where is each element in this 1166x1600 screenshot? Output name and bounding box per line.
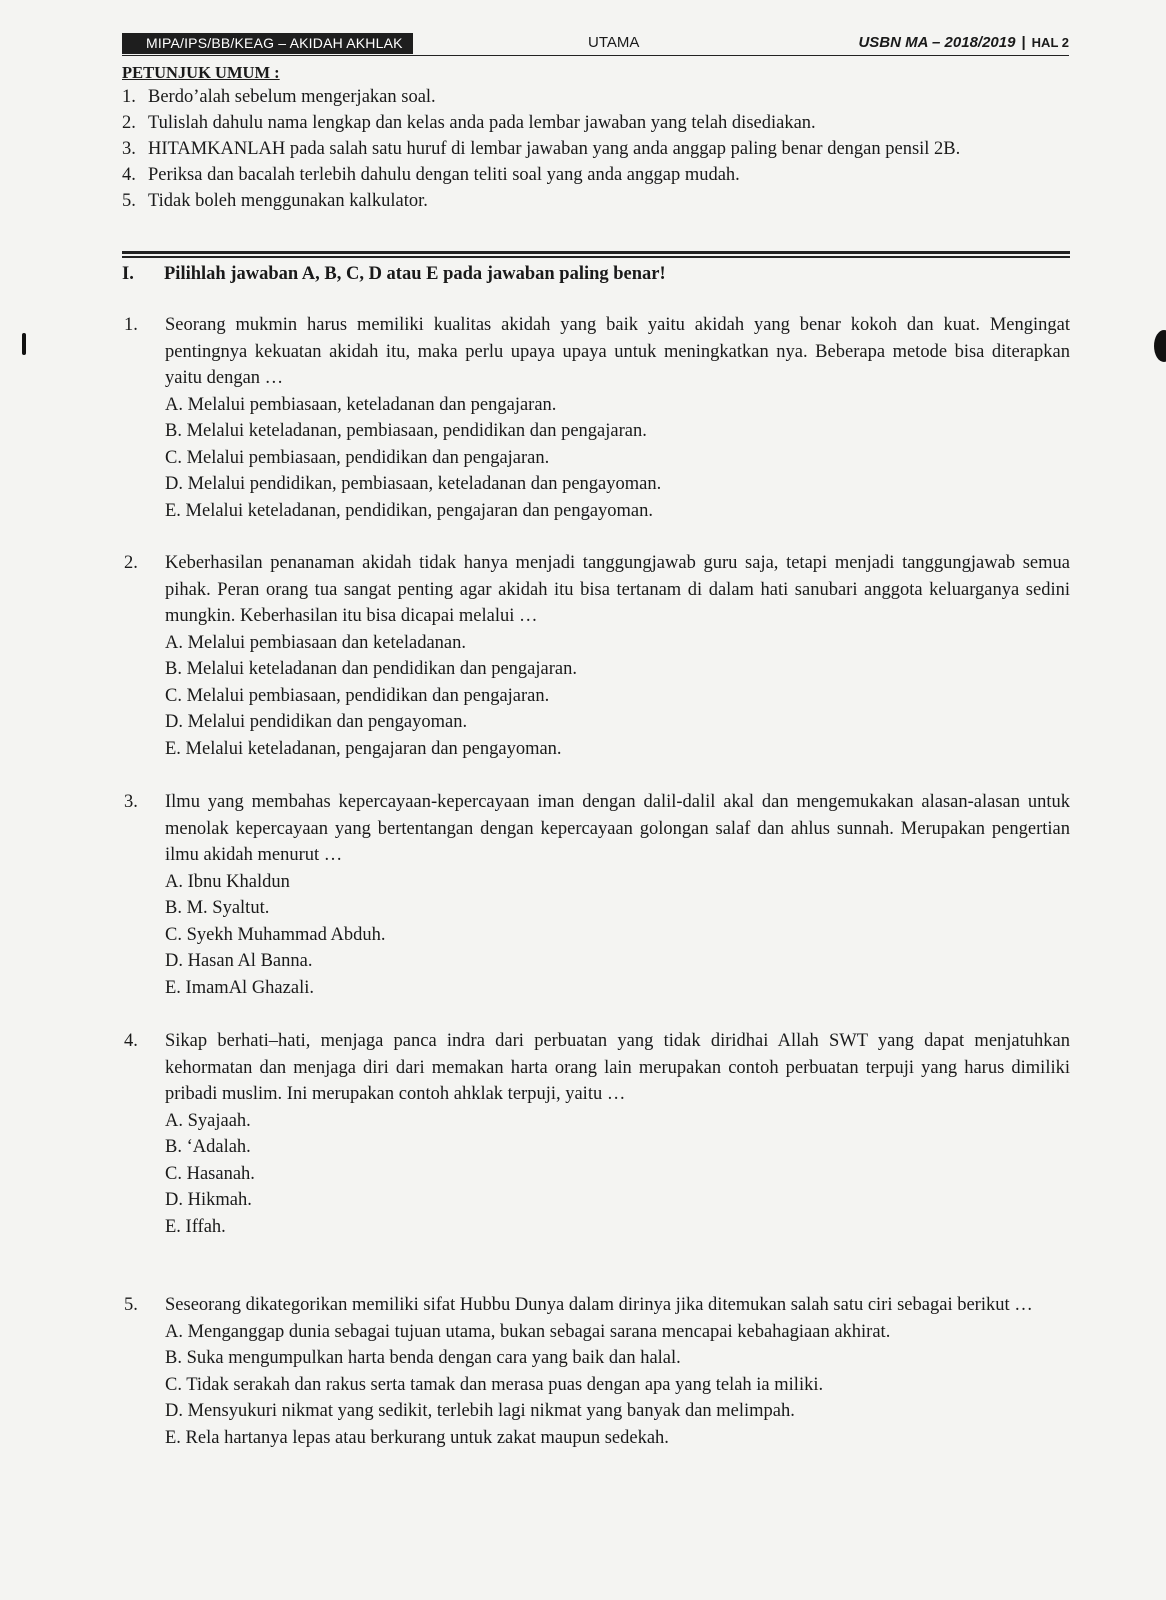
option-a: A. Melalui pembiasaan, keteladanan dan pengajaran. xyxy=(165,394,557,415)
option-b: B. ‘Adalah. xyxy=(165,1137,251,1157)
answer-options xyxy=(165,1319,1070,1452)
instruction-number: 2. xyxy=(122,113,136,133)
section-title: Pilihlah jawaban A, B, C, D atau E pada jawaban paling benar! xyxy=(164,264,666,284)
instruction-text: Tidak boleh menggunakan kalkulator. xyxy=(148,191,428,211)
header-rule xyxy=(122,55,1069,56)
instruction-text: Periksa dan bacalah terlebih dahulu dengan teliti soal yang anda anggap mudah. xyxy=(148,165,740,185)
option-d: D. Mensyukuri nikmat yang sedikit, terlebih lagi nikmat yang banyak dan melimpah. xyxy=(165,1401,795,1421)
instruction-text: Berdo’alah sebelum mengerjakan soal. xyxy=(148,87,436,107)
question-stem: Keberhasilan penanaman akidah tidak hanya menjadi tanggungjawab guru saja, tetapi menjadi tanggungjawab semua pihak. Peran orang tua sangat penting agar akidah itu bisa tertanam di dalam hati sanubari anggota keluarganya sedini mungkin. Keberhasilan itu bisa dicapai melalui … xyxy=(165,553,1070,626)
option-e: E. Rela hartanya lepas atau berkurang untuk zakat maupun sedekah. xyxy=(165,1427,669,1448)
instruction-item xyxy=(122,162,1070,188)
option-d: D. Melalui pendidikan, pembiasaan, keteladanan dan pengayoman. xyxy=(165,474,662,494)
exam-title: USBN MA – 2018/2019 xyxy=(858,34,1016,51)
option-d: D. Hikmah. xyxy=(165,1190,252,1210)
question-2 xyxy=(122,550,1070,762)
question-number: 3. xyxy=(124,792,138,812)
option-c: C. Melalui pembiasaan, pendidikan dan pengajaran. xyxy=(165,685,550,706)
question-stem: Sikap berhati–hati, menjaga panca indra dari perbuatan yang tidak diridhai Allah SWT yang dapat menjatuhkan kehormatan dan menjaga diri dari memakan harta orang lain merupakan contoh perbuatan terpuji yang harus dimiliki pribadi muslim. Ini merupakan contoh ahklak terpuji, yaitu … xyxy=(165,1031,1070,1104)
option-b: B. Melalui keteladanan, pembiasaan, pendidikan dan pengajaran. xyxy=(165,421,647,441)
option-c: C. Hasanah. xyxy=(165,1163,255,1184)
question-stem: Ilmu yang membahas kepercayaan-kepercayaan iman dengan dalil-dalil akal dan mengemukakan alasan-alasan untuk menolak kepercayaan yang bertentangan dengan kepercayaan golongan salaf dan ahlus sunnah. Merupakan pengertian ilmu akidah menurut … xyxy=(165,792,1070,865)
instruction-number: 1. xyxy=(122,87,136,107)
subject-badge: MIPA/IPS/BB/KEAG – AKIDAH AKHLAK xyxy=(122,33,413,54)
question-number: 4. xyxy=(124,1031,138,1051)
option-b: B. Suka mengumpulkan harta benda dengan cara yang baik dan halal. xyxy=(165,1348,681,1368)
question-stem: Seorang mukmin harus memiliki kualitas akidah yang baik yaitu akidah yang benar kokoh dan kuat. Mengingat pentingnya kekuatan akidah itu, maka perlu upaya upaya untuk meningkatkan nya. Beberapa metode bisa diterapkan yaitu dengan … xyxy=(165,315,1070,388)
instruction-number: 5. xyxy=(122,191,136,211)
exam-type: UTAMA xyxy=(588,34,640,51)
scan-edge-mark xyxy=(22,333,26,355)
answer-options xyxy=(165,392,1070,525)
instruction-item xyxy=(122,84,1070,110)
instruction-number: 4. xyxy=(122,165,136,185)
section-heading xyxy=(122,262,666,286)
section-divider xyxy=(122,251,1070,258)
general-instructions xyxy=(122,62,1070,214)
question-1 xyxy=(122,312,1070,524)
option-a: A. Syajaah. xyxy=(165,1110,251,1131)
instruction-text: HITAMKANLAH pada salah satu huruf di lembar jawaban yang anda anggap paling benar dengan pensil 2B. xyxy=(148,139,961,159)
option-c: C. Syekh Muhammad Abduh. xyxy=(165,924,386,945)
instruction-item xyxy=(122,110,1070,136)
option-c: C. Tidak serakah dan rakus serta tamak dan merasa puas dengan apa yang telah ia miliki. xyxy=(165,1374,824,1395)
option-e: E. Melalui keteladanan, pendidikan, pengajaran dan pengayoman. xyxy=(165,500,654,521)
question-3 xyxy=(122,789,1070,1001)
option-e: E. Melalui keteladanan, pengajaran dan pengayoman. xyxy=(165,738,562,759)
question-5 xyxy=(122,1292,1070,1451)
option-d: D. Melalui pendidikan dan pengayoman. xyxy=(165,712,468,732)
option-b: B. M. Syaltut. xyxy=(165,898,270,918)
option-e: E. ImamAl Ghazali. xyxy=(165,977,314,998)
page-header xyxy=(122,33,1069,55)
question-number: 2. xyxy=(124,553,138,573)
option-a: A. Melalui pembiasaan dan keteladanan. xyxy=(165,632,467,653)
option-a: A. Ibnu Khaldun xyxy=(165,871,290,892)
question-number: 1. xyxy=(124,315,138,335)
question-number: 5. xyxy=(124,1295,138,1315)
option-c: C. Melalui pembiasaan, pendidikan dan pengajaran. xyxy=(165,447,550,468)
instruction-item xyxy=(122,188,1070,214)
exam-info xyxy=(858,33,1069,53)
option-e: E. Iffah. xyxy=(165,1216,226,1237)
instructions-title: PETUNJUK UMUM : xyxy=(122,63,280,82)
header-separator: | xyxy=(1021,34,1026,51)
option-a: A. Menganggap dunia sebagai tujuan utama, bukan sebagai sarana mencapai kebahagiaan akhirat. xyxy=(165,1321,891,1342)
answer-options xyxy=(165,869,1070,1002)
section-number: I. xyxy=(122,264,134,284)
question-4 xyxy=(122,1028,1070,1240)
instruction-item xyxy=(122,136,1070,162)
instruction-number: 3. xyxy=(122,139,136,159)
page-number: HAL 2 xyxy=(1031,35,1069,50)
option-d: D. Hasan Al Banna. xyxy=(165,951,313,971)
instruction-text: Tulislah dahulu nama lengkap dan kelas anda pada lembar jawaban yang telah disediakan. xyxy=(148,113,816,133)
punch-hole-mark xyxy=(1154,330,1166,362)
instructions-list xyxy=(122,84,1070,214)
answer-options xyxy=(165,630,1070,763)
question-stem: Seseorang dikategorikan memiliki sifat Hubbu Dunya dalam dirinya jika ditemukan salah satu ciri sebagai berikut … xyxy=(165,1295,1033,1315)
answer-options xyxy=(165,1108,1070,1241)
option-b: B. Melalui keteladanan dan pendidikan dan pengajaran. xyxy=(165,659,577,679)
